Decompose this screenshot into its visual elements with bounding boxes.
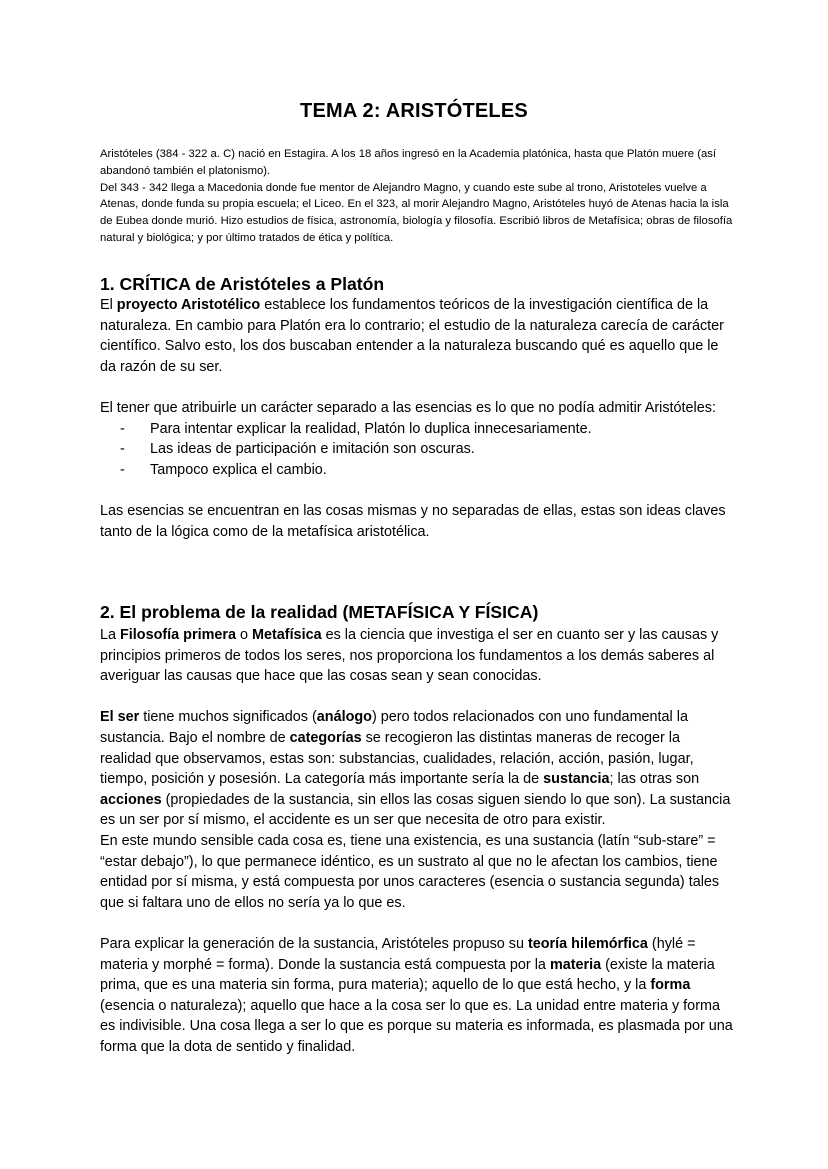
- bold-term: Metafísica: [251, 627, 322, 643]
- intro-paragraph-1: Aristóteles (384 - 322 a. C) nació en Estagira. A los 18 años ingresó en la Academia platónica, hasta que Platón muere (así abandonó también el platonismo).: [100, 148, 717, 177]
- bullet-item: [100, 439, 735, 460]
- document-title: TEMA 2: ARISTÓTELES: [300, 100, 528, 122]
- bullet-text: Las ideas de participación e imitación son oscuras.: [150, 441, 475, 458]
- bullet-dash: -: [120, 420, 125, 437]
- section-1-paragraph-3: Las esencias se encuentran en las cosas mismas y no separadas de ellas, estas son ideas claves tanto de la lógica como de la metafísica aristotélica.: [100, 502, 726, 540]
- bold-term: teoría hilemórfica: [527, 935, 648, 952]
- bullet-item: [100, 460, 735, 481]
- text-run: Para explicar la generación de la sustancia, Aristóteles propuso su: [100, 935, 528, 952]
- intro-block: [100, 146, 740, 247]
- bullet-dash: -: [120, 461, 125, 478]
- section-2-paragraph-1: [100, 625, 735, 687]
- bold-term: proyecto Aristotélico: [116, 297, 261, 313]
- bold-term: sustancia: [543, 771, 610, 788]
- text-run: (propiedades de la sustancia, sin ellos las cosas siguen siendo lo que son). La sustancia es un ser por sí mismo, el accidente es un ser que necesita de otro para existir.: [100, 791, 731, 829]
- text-run: tiene muchos significados (: [139, 709, 317, 726]
- bold-term: El ser: [100, 709, 140, 726]
- bold-term: acciones: [100, 791, 162, 808]
- bullet-dash: -: [120, 441, 125, 458]
- spacer: [100, 377, 735, 398]
- spacer: [100, 480, 735, 501]
- section-2-paragraph-3: En este mundo sensible cada cosa es, tiene una existencia, es una sustancia (latín “sub-stare” = “estar debajo”), lo que permanece idéntico, es un sustrato al que no le afectan los cambios, tiene entidad por sí misma, y está compuesta por unos caracteres (esencia o sustancia segunda) tales que si faltara uno de ellos no sería ya lo que es.: [100, 832, 720, 911]
- bold-term: Filosofía primera: [120, 627, 236, 643]
- section-2-paragraph-4: [100, 934, 735, 1058]
- text-run: es la ciencia que investiga el ser en cuanto ser y las causas y principios primeros de todos los seres, nos proporciona los fundamentos a los demás saberes al averiguar las causas que hace que las cosas sean y sean conocidas.: [100, 627, 719, 685]
- bold-term: forma: [650, 977, 691, 994]
- text-run: El: [100, 297, 117, 313]
- spacer: [100, 687, 735, 708]
- text-run: ) pero todos relacionados con uno fundamental la sustancia. Bajo el nombre de: [100, 709, 688, 746]
- section-1-heading: 1. CRÍTICA de Aristóteles a Platón: [100, 274, 385, 294]
- bold-term: materia: [549, 956, 602, 973]
- text-run: ; las otras son: [609, 771, 700, 788]
- section-1-paragraph-2: El tener que atribuirle un carácter separado a las esencias es lo que no podía admitir Aristóteles:: [100, 399, 716, 416]
- bold-term: análogo: [316, 709, 372, 726]
- text-run: (esencia o naturaleza); aquello que hace a la cosa ser lo que es. La unidad entre materia y forma es indivisible. Una cosa llega a ser lo que es porque su materia es informada, es plasmada por una forma que la dota de sentido y finalidad.: [100, 997, 733, 1055]
- bullet-text: Tampoco explica el cambio.: [150, 461, 327, 478]
- text-run: La: [100, 627, 121, 643]
- text-run: se recogieron las distintas maneras de recoger la realidad que observamos, estas son: substancias, cualidades, relación, acción, pasión, lugar, tiempo, posición y posesión. La categoría más importante sería la de: [100, 729, 694, 788]
- text-run: (hylé = materia y morphé = forma). Donde la sustancia está compuesta por la: [100, 935, 696, 973]
- text-run: establece los fundamentos teóricos de la investigación científica de la naturaleza. En cambio para Platón era lo contrario; el estudio de la naturaleza carecía de carácter científico. Salvo esto, los dos buscaban entender a la naturaleza buscando qué es aquello que le da razón de su ser.: [100, 297, 724, 375]
- bold-term: categorías: [289, 729, 362, 746]
- section-2-body: [100, 625, 735, 1057]
- section-1-paragraph-1: [100, 295, 735, 377]
- text-run: (existe la materia prima, que es una materia sin forma, pura materia); aquello de lo que está hecho, y la: [100, 956, 715, 994]
- section-2-heading: 2. El problema de la realidad (METAFÍSICA Y FÍSICA): [100, 602, 539, 622]
- text-run: o: [235, 627, 252, 643]
- section-1-body: [100, 295, 735, 542]
- intro-paragraph-2: Del 343 - 342 llega a Macedonia donde fue mentor de Alejandro Magno, y cuando este sube al trono, Aristoteles vuelve a Atenas, donde funda su propia escuela; el Liceo. En el 323, al morir Alejandro Magno, Aristóteles huyó de Atenas hacia la isla de Eubea donde murió. Hizo estudios de física, astronomía, biología y filosofía. Escribió libros de Metafísica; obras de filosofía natural y biológica; y por último tratados de ética y política.: [100, 181, 733, 244]
- spacer: [100, 913, 735, 934]
- bullet-item: [100, 419, 735, 440]
- section-2-paragraph-2: [100, 707, 735, 831]
- bullet-text: Para intentar explicar la realidad, Platón lo duplica innecesariamente.: [150, 420, 592, 437]
